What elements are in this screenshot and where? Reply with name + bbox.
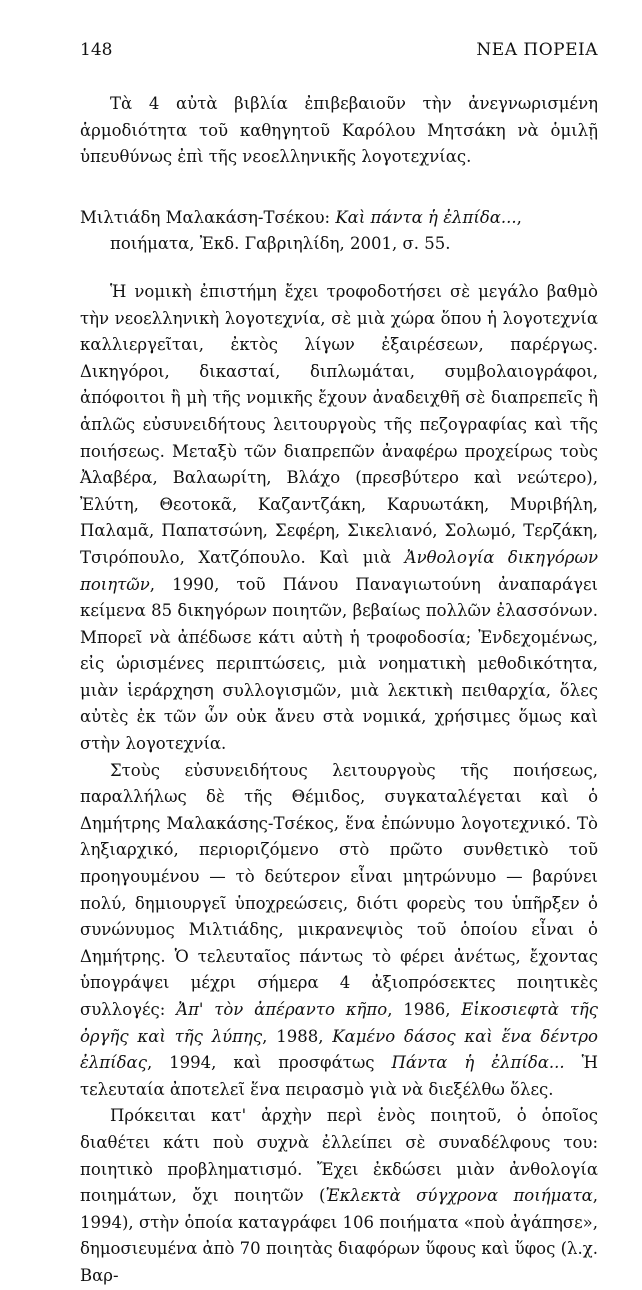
cited-title: Ἐκλεκτὰ σύγχρονα ποιήματα bbox=[325, 1186, 593, 1206]
paragraph-text: , 1994), στὴν ὁποία καταγράφει 106 ποιήματα «ποὺ ἀγάπησε», δημοσιευμένα ἀπὸ 70 ποιητὰς διαφόρων ὕφους καὶ ὕφος (λ.χ. Βαρ- bbox=[80, 1186, 598, 1285]
running-header-title: ΝΕΑ ΠΟΡΕΙΑ bbox=[476, 40, 598, 60]
cited-title: Ἀνθολογία δικηγόρων ποιητῶν bbox=[80, 547, 598, 594]
paragraph-text: Πρόκειται κατ' ἀρχὴν περὶ ἑνὸς ποιητοῦ, ὁ ὁποῖος διαθέτει κάτι ποὺ συχνὰ ἐλλείπει σὲ συναδέλφους του: ποιητικὸ προβληματισμό. Ἔχει ἐκδώσει μιὰν ἀνθολογία ποιημάτων, ὄχι ποιητῶν ( bbox=[80, 1106, 598, 1206]
page-body bbox=[80, 91, 598, 1290]
paragraph-text: , 1988, bbox=[262, 1026, 333, 1046]
paragraph-text: , 1994, καὶ προσφάτως bbox=[146, 1053, 392, 1073]
opening-paragraph: Τὰ 4 αὐτὰ βιβλία ἐπιβεβαιοῦν τὴν ἀνεγνωρισμένη ἁρμοδιότητα τοῦ καθηγητοῦ Καρόλου Μητσάκη νὰ ὁμιλῇ ὑπευθύνως ἐπὶ τῆς νεοελληνικῆς λογοτεχνίας. bbox=[80, 94, 598, 167]
paragraph-text: Ἡ νομικὴ ἐπιστήμη ἔχει τροφοδοτήσει σὲ μεγάλο βαθμὸ τὴν νεοελληνικὴ λογοτεχνία, σὲ μιὰ χώρα ὅπου ἡ λογοτεχνία καλλιεργεῖται, ἐκτὸς λίγων ἐξαιρέσεων, παρέργως. Δικηγόροι, δικασταί, διπλωμάται, συμβολαιογράφοι, ἀπόφοιτοι ἢ μὴ τῆς νομικῆς ἔχουν ἀναδειχθῆ σὲ διαπρεπεῖς ἢ ἁπλῶς εὐσυνειδήτους λειτουργοὺς τῆς πεζογραφίας καὶ τῆς ποιήσεως. Μεταξὺ τῶν διαπρεπῶν ἀναφέρω προχείρως τοὺς Ἀλαβέρα, Βαλαωρίτη, Βλάχο (πρεσβύτερο καὶ νεώτερο), Ἐλύτη, Θεοτοκᾶ, Καζαντζάκη, Καρυωτάκη, Μυριβήλη, Παλαμᾶ, Παπατσώνη, Σεφέρη, Σικελιανό, Σολωμό, Τερζάκη, Τσιρόπουλο, Χατζόπουλο. Καὶ μιὰ bbox=[80, 281, 598, 567]
section-gap bbox=[80, 171, 598, 205]
review-paragraph-2 bbox=[80, 758, 598, 1104]
review-paragraph-3 bbox=[80, 1103, 598, 1289]
paragraph-text: , 1990, τοῦ Πάνου Παναγιωτούνη ἀναπαράγει κείμενα 85 δικηγόρων ποιητῶν, βεβαίως πολλῶν ἐλασσόνων. Μπορεῖ νὰ ἀπέδωσε κάτι αὐτὴ ἡ τροφοδοσία; Ἐνδεχομένως, εἰς ὡρισμένες περιπτώσεις, μιὰ νοηματικὴ μεθοδικότητα, μιὰν ἱεράρχηση συλλογισμῶν, μιὰ λεκτικὴ πειθαρχία, ὅλες αὐτὲς ἐκ τῶν ὧν οὐκ ἄνευ στὰ νομικά, χρήσιμες ὅμως καὶ στὴν λογοτεχνία. bbox=[80, 574, 598, 754]
paragraph-text: , 1986, bbox=[387, 1000, 462, 1019]
bib-gap bbox=[80, 258, 598, 279]
bib-title: Καὶ πάντα ἡ ἐλπίδα... bbox=[335, 207, 517, 227]
review-paragraph-1 bbox=[80, 279, 598, 758]
bib-author: Μιλτιάδη Μαλακάση-Τσέκου: bbox=[80, 207, 336, 227]
bib-details: , ποιήματα, Ἐκδ. Γαβριηλίδη, 2001, σ. 55. bbox=[110, 207, 522, 254]
bibliographic-entry bbox=[80, 205, 598, 258]
paragraph-text: Στοὺς εὐσυνειδήτους λειτουργοὺς τῆς ποιήσεως, παραλλήλως δὲ τῆς Θέμιδος, συγκαταλέγεται καὶ ὁ Δημήτρης Μαλακάσης-Τσέκος, ἕνα ἐπώνυμο λογοτεχνικό. Τὸ ληξιαρχικό, περιοριζόμενο στὸ πρῶτο συνθετικὸ τοῦ προηγουμένου — τὸ δεύτερον εἶναι μητρώνυμο — βαρύνει πολύ, δημιουργεῖ ὑποχρεώσεις, διότι φορεὺς του ὑπῆρξεν ὁ συνώνυμος Μιλτιάδης, μικρανεψιὸς τοῦ ὁποίου εἶναι ὁ Δημήτρης. Ὁ τελευταῖος πάντως τὸ φέρει ἀνέτως, ἔχοντας ὑπογράψει μέχρι σήμερα 4 ἀξιοπρόσεκτες ποιητικὲς συλλογές: bbox=[80, 760, 598, 1019]
paragraph-text: Ἡ τελευταία ἀποτελεῖ ἕνα πειρασμὸ γιὰ νὰ διεξέλθω ὅλες. bbox=[80, 1053, 598, 1099]
cited-title: Καμένο δάσος καὶ ἕνα δέντρο ἐλπίδας bbox=[80, 1026, 598, 1073]
cited-title: Εἰκοσιεφτὰ τῆς ὀργῆς καὶ τῆς λύπης bbox=[80, 1000, 598, 1046]
cited-title: Ἀπ' τὸν ἀπέραντο κῆπο bbox=[176, 1000, 388, 1019]
cited-title: Πάντα ἡ ἐλπίδα... bbox=[391, 1053, 565, 1073]
page-number: 148 bbox=[80, 40, 113, 60]
